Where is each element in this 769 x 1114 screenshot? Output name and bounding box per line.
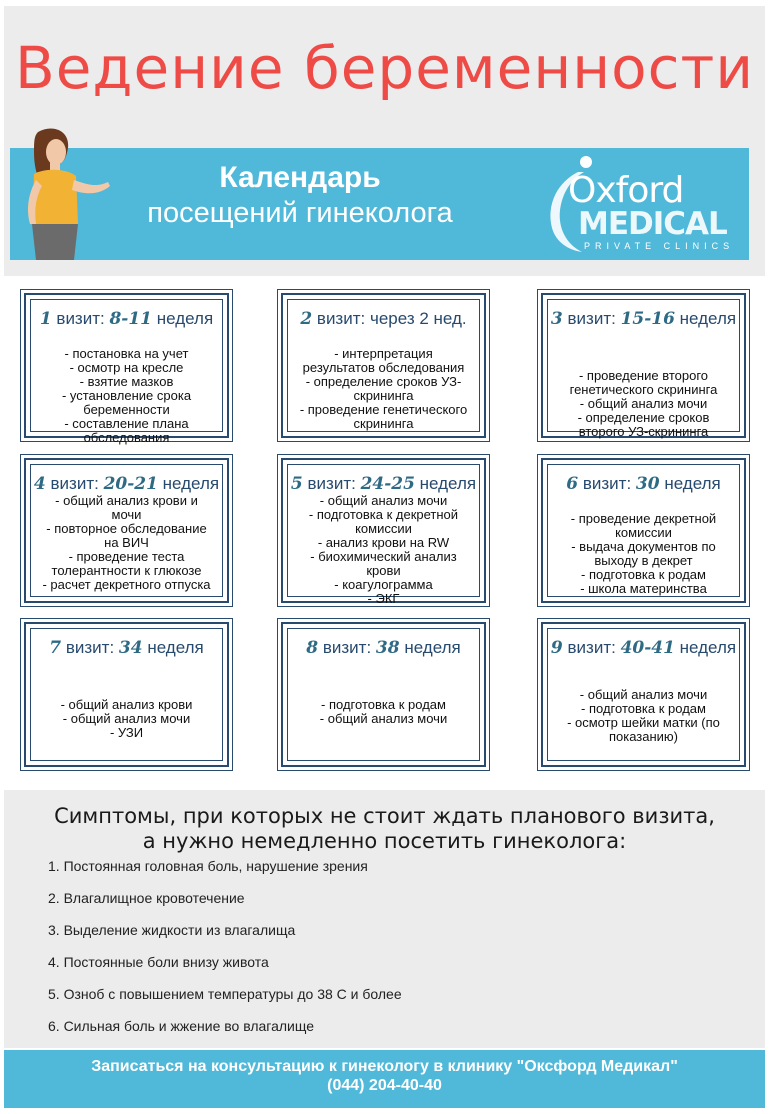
visit-items <box>283 494 484 606</box>
footer-phone[interactable]: (044) 204-40-40 <box>327 1077 442 1094</box>
visit-term: 8-11 <box>109 309 153 329</box>
visit-item: - биохимический анализ крови <box>310 549 457 578</box>
visit-word: визит: <box>567 638 616 657</box>
calendar-title-line2: посещений гинеколога <box>147 197 453 229</box>
visit-item: - подготовка к родам <box>581 567 706 582</box>
visit-items <box>543 688 744 744</box>
visit-item: - установление срока беременности <box>61 388 192 417</box>
visit-term: через <box>369 309 415 328</box>
visit-item: - подготовка к декретной комиссии <box>308 507 459 536</box>
visit-word: визит: <box>567 309 616 328</box>
visit-card-8 <box>281 622 486 767</box>
visit-card-heading <box>283 474 484 494</box>
visit-word: визит: <box>582 474 632 493</box>
visit-number: 9 <box>550 638 563 658</box>
visit-number: 5 <box>290 474 303 494</box>
visit-items <box>283 698 484 726</box>
symptom-item: 2. Влагалищное кровотечение <box>48 890 245 906</box>
logo-oxford-text: Oxford <box>568 170 684 211</box>
visit-card-9 <box>541 622 746 767</box>
visit-card-heading <box>26 474 227 494</box>
visit-item: - коагулограмма <box>334 577 433 592</box>
visit-item: - общий анализ мочи <box>62 711 191 726</box>
symptoms-list <box>48 858 402 1050</box>
visit-card-1 <box>24 293 229 445</box>
visit-term: 24-25 <box>360 474 415 494</box>
visit-term: 20-21 <box>103 474 158 494</box>
visit-number: 1 <box>39 309 52 329</box>
visit-card-6 <box>541 458 746 603</box>
visit-items <box>543 512 744 596</box>
footer-cta[interactable] <box>4 1050 765 1108</box>
visit-item: - подготовка к родам <box>321 697 446 712</box>
visit-item: - анализ крови на RW <box>317 535 450 550</box>
visit-items <box>26 494 227 592</box>
visit-item: - определение сроков второго УЗ-скрининга <box>577 410 710 439</box>
visit-number: 8 <box>306 638 319 658</box>
visit-item: - составление плана обследования <box>64 416 189 445</box>
oxford-medical-logo <box>538 148 738 254</box>
visit-word: визит: <box>322 638 372 657</box>
visit-item: - осмотр на кресле <box>69 360 184 375</box>
calendar-title-line1: Календарь <box>219 161 381 194</box>
visit-number: 3 <box>550 309 563 329</box>
visit-item: - выдача документов по выходу в декрет <box>571 539 716 568</box>
visit-item: - постановка на учет <box>64 346 189 361</box>
visit-item: - общий анализ мочи <box>579 687 708 702</box>
visit-item: - общий анализ мочи <box>319 493 448 508</box>
visit-items <box>26 698 227 740</box>
visit-word: визит: <box>316 309 366 328</box>
visit-term: 30 <box>635 474 660 494</box>
visit-card-7 <box>24 622 229 767</box>
symptom-item: 4. Постоянные боли внизу живота <box>48 954 269 970</box>
visit-unit: неделя <box>679 309 737 328</box>
calendar-banner <box>4 142 765 276</box>
visit-card-heading <box>543 638 744 658</box>
visit-item: - расчет декретного отпуска <box>42 577 211 592</box>
footer-cta-text: Записаться на консультацию к гинекологу в клинику "Оксфорд Медикал" <box>91 1058 678 1075</box>
visit-card-heading <box>283 309 484 329</box>
symptoms-title <box>4 804 765 854</box>
visit-item: - взятие мазков <box>79 374 174 389</box>
visit-card-2 <box>281 293 486 438</box>
visit-item: - повторное обследование на ВИЧ <box>46 521 207 550</box>
visit-items <box>283 347 484 431</box>
visit-item: - проведение теста толерантности к глюкозе <box>51 549 202 578</box>
visit-word: визит: <box>307 474 356 493</box>
symptoms-title-line1: Симптомы, при которых не стоит ждать планового визита, <box>54 804 715 828</box>
visit-card-heading <box>283 638 484 658</box>
visit-card-5 <box>281 458 486 606</box>
visit-card-heading <box>26 638 227 658</box>
visit-card-heading <box>26 309 227 329</box>
visit-word: визит: <box>65 638 115 657</box>
visit-items <box>543 369 744 439</box>
visit-item: - проведение второго генетического скрининга <box>569 368 718 397</box>
visit-items <box>26 347 227 445</box>
visit-unit: неделя <box>419 474 477 493</box>
visit-number: 6 <box>566 474 579 494</box>
visit-unit: неделя <box>679 638 737 657</box>
woman-illustration-icon <box>4 124 114 260</box>
visit-card-heading <box>543 309 744 329</box>
visit-item: - школа материнства <box>580 581 707 596</box>
visit-card-3 <box>541 293 746 438</box>
visit-word: визит: <box>56 309 105 328</box>
symptoms-title-line2: а нужно немедленно посетить гинеколога: <box>142 829 627 853</box>
calendar-title <box>100 160 500 230</box>
visit-number: 2 <box>300 309 313 329</box>
visit-item: - определение сроков УЗ-скрининга <box>305 374 462 403</box>
visit-term: 34 <box>118 638 143 658</box>
visit-unit: неделя <box>664 474 721 493</box>
visit-unit: неделя <box>156 309 214 328</box>
visit-item: - общий анализ мочи <box>579 396 708 411</box>
title-band <box>4 6 765 142</box>
visit-card-heading <box>543 474 744 494</box>
visit-term: 40-41 <box>620 638 675 658</box>
symptom-item: 3. Выделение жидкости из влагалища <box>48 922 296 938</box>
visit-item: - осмотр шейки матки (по показанию) <box>567 715 720 744</box>
symptoms-section <box>4 790 765 1048</box>
logo-tagline: PRIVATE CLINICS <box>584 241 735 251</box>
visit-item: - общий анализ мочи <box>319 711 448 726</box>
symptom-item: 6. Сильная боль и жжение во влагалище <box>48 1018 314 1034</box>
visit-unit: неделя <box>147 638 204 657</box>
visit-number: 4 <box>33 474 46 494</box>
visit-term: 15-16 <box>620 309 675 329</box>
visit-unit: неделя <box>404 638 461 657</box>
page-title: Ведение беременности <box>14 34 755 102</box>
symptom-item: 1. Постоянная головная боль, нарушение зрения <box>48 858 368 874</box>
visit-item: - подготовка к родам <box>581 701 706 716</box>
visit-item: - проведение декретной комиссии <box>570 511 717 540</box>
visit-unit: 2 нед. <box>419 309 467 328</box>
visit-card-4 <box>24 458 229 603</box>
visit-unit: неделя <box>162 474 220 493</box>
visit-number: 7 <box>49 638 62 658</box>
visit-item: - интерпретация результатов обследования <box>302 346 465 375</box>
symptom-item: 5. Озноб с повышением температуры до 38 С и более <box>48 986 402 1002</box>
visit-word: визит: <box>50 474 99 493</box>
visit-term: 38 <box>375 638 400 658</box>
visit-item: - проведение генетического скрининга <box>299 402 468 431</box>
logo-medical-text: MEDICAL <box>578 206 727 242</box>
visit-item: - общий анализ крови <box>60 697 193 712</box>
visit-item: - ЭКГ <box>367 591 400 606</box>
visit-item: - общий анализ крови и мочи <box>55 493 198 522</box>
visit-item: - УЗИ <box>109 725 144 740</box>
